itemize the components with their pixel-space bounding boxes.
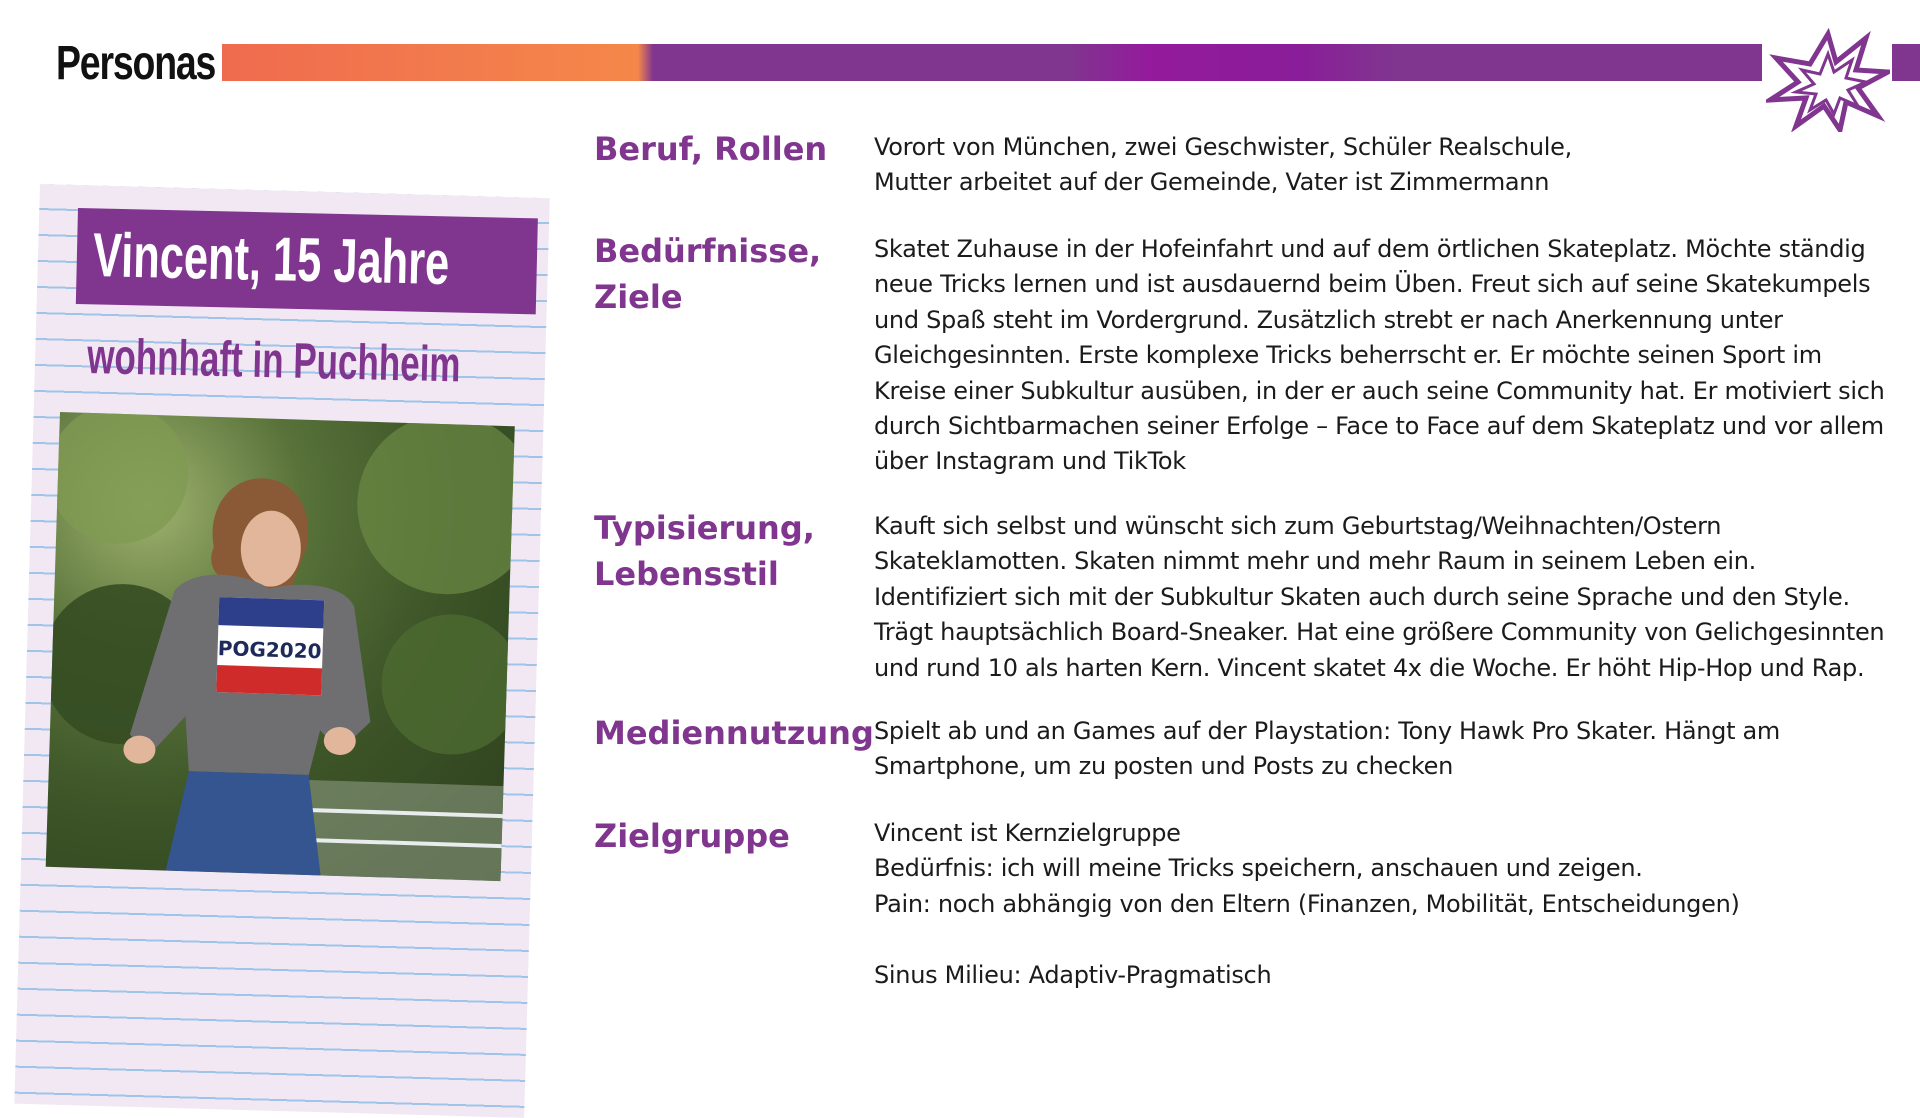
label-beduerfnisse-ziele: Bedürfnisse, Ziele [594, 232, 822, 316]
label-typisierung-lebensstil: Typisierung, Lebensstil [594, 509, 815, 593]
persona-name: Vincent, 15 Jahre [92, 220, 451, 299]
text-beruf-rollen: Vorort von München, zwei Geschwister, Schüler Realschule, Mutter arbeitet auf der Gemeinde, Vater ist Zimmermann [874, 133, 1572, 197]
shirt-print-text: POG2020 [217, 636, 322, 664]
label-beruf-rollen: Beruf, Rollen [594, 130, 828, 168]
page-title: Personas [56, 37, 216, 90]
label-mediennutzung: Mediennutzung [594, 714, 874, 752]
text-typisierung-lebensstil: Kauft sich selbst und wünscht sich zum Geburtstag/Weihnachten/Ostern Skateklamotten. Skaten nimmt mehr und mehr Raum in seinem Leben ein. Identifiziert sich mit der Subkultur Skaten auch durch seine Sprache und den Style. Trägt hauptsächlich Board-Sneaker. Hat eine größere Community von Gelichgesinnten und rund 10 als harten Kern. Vincent skatet 4x die Woche. Er höht Hip-Hop und Rap. [874, 512, 1885, 682]
label-zielgruppe: Zielgruppe [594, 817, 790, 855]
text-mediennutzung: Spielt ab und an Games auf der Playstation: Tony Hawk Pro Skater. Hängt am Smartphone, um zu posten und Posts zu checken [874, 717, 1781, 781]
persona-residence: wohnhaft in Puchheim [86, 327, 462, 393]
header-bar-end [1892, 44, 1920, 81]
text-zielgruppe: Vincent ist Kernzielgruppe Bedürfnis: ich will meine Tricks speichern, anschauen und zeigen. Pain: noch abhängig von den Eltern (Finanzen, Mobilität, Entscheidungen) Sinus Milieu: Adaptiv-Pragmatisch [874, 819, 1740, 989]
persona-photo [46, 412, 515, 881]
text-beduerfnisse-ziele: Skatet Zuhause in der Hofeinfahrt und auf dem örtlichen Skateplatz. Möchte ständig neue Tricks lernen und ist ausdauernd beim Üben. Freut sich auf seine Skatekumpels und Spaß steht im Vordergrund. Zusätzlich strebt er nach Anerkennung unter Gleichgesinnten. Erste komplexe Tricks beherrscht er. Er möchte seinen Sport im Kreise einer Subkultur ausüben, in der er auch seine Community hat. Er motiviert sich durch Sichtbarmachen seiner Erfolge – Face to Face auf dem Skateplatz und vor allem über Instagram und TikTok [874, 235, 1885, 476]
persona-photo-illustration [46, 412, 515, 881]
starburst-icon [1766, 28, 1890, 132]
header-gradient-bar [222, 44, 1762, 81]
